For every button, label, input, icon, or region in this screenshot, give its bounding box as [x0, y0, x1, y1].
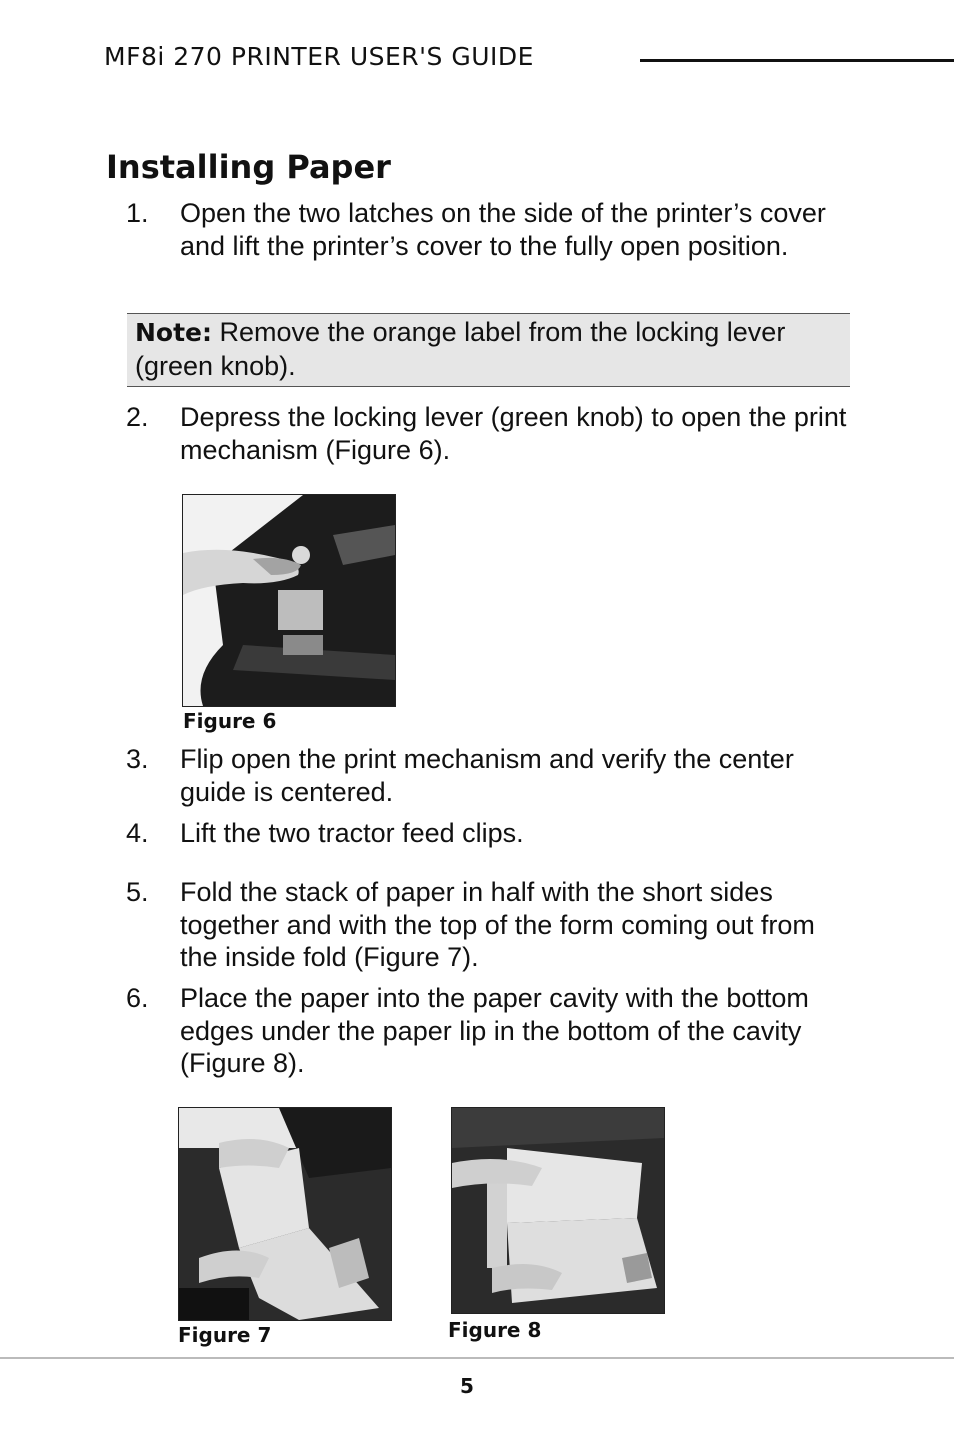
section-title: Installing Paper	[106, 148, 391, 186]
note-box	[127, 313, 850, 387]
figure-8-caption: Figure 8	[448, 1318, 542, 1342]
figure-7-photo	[178, 1107, 392, 1321]
step-4	[126, 817, 856, 850]
note-label: Note:	[135, 318, 213, 347]
step-number: 5.	[126, 877, 149, 907]
running-header-title: MF8i 270 PRINTER USER'S GUIDE	[104, 42, 534, 71]
step-number: 2.	[126, 402, 149, 432]
step-text: Place the paper into the paper cavity with the bottom edges under the paper lip in the bottom of the cavity (Figure 8).	[180, 983, 809, 1078]
figure-7-caption: Figure 7	[178, 1323, 272, 1347]
step-number: 4.	[126, 818, 149, 848]
step-text: Flip open the print mechanism and verify the center guide is centered.	[180, 744, 794, 807]
page-number: 5	[460, 1374, 474, 1398]
note-text: Remove the orange label from the locking lever (green knob).	[135, 317, 786, 381]
figure-6-caption: Figure 6	[183, 709, 277, 733]
step-text: Open the two latches on the side of the printer’s cover and lift the printer’s cover to the fully open position.	[180, 198, 826, 261]
step-number: 6.	[126, 983, 149, 1013]
step-6	[126, 982, 856, 1080]
step-5	[126, 876, 856, 974]
footer-rule	[0, 1357, 954, 1359]
step-number: 3.	[126, 744, 149, 774]
step-3	[126, 743, 856, 808]
step-text: Lift the two tractor feed clips.	[180, 818, 524, 848]
header-rule	[640, 59, 954, 62]
figure-8-photo	[451, 1107, 665, 1314]
step-number: 1.	[126, 198, 149, 228]
step-2	[126, 401, 856, 466]
figure-6-photo	[182, 494, 396, 707]
step-text: Depress the locking lever (green knob) to open the print mechanism (Figure 6).	[180, 402, 847, 465]
step-1	[126, 197, 856, 262]
step-text: Fold the stack of paper in half with the short sides together and with the top of the form coming out from the inside fold (Figure 7).	[180, 877, 815, 972]
